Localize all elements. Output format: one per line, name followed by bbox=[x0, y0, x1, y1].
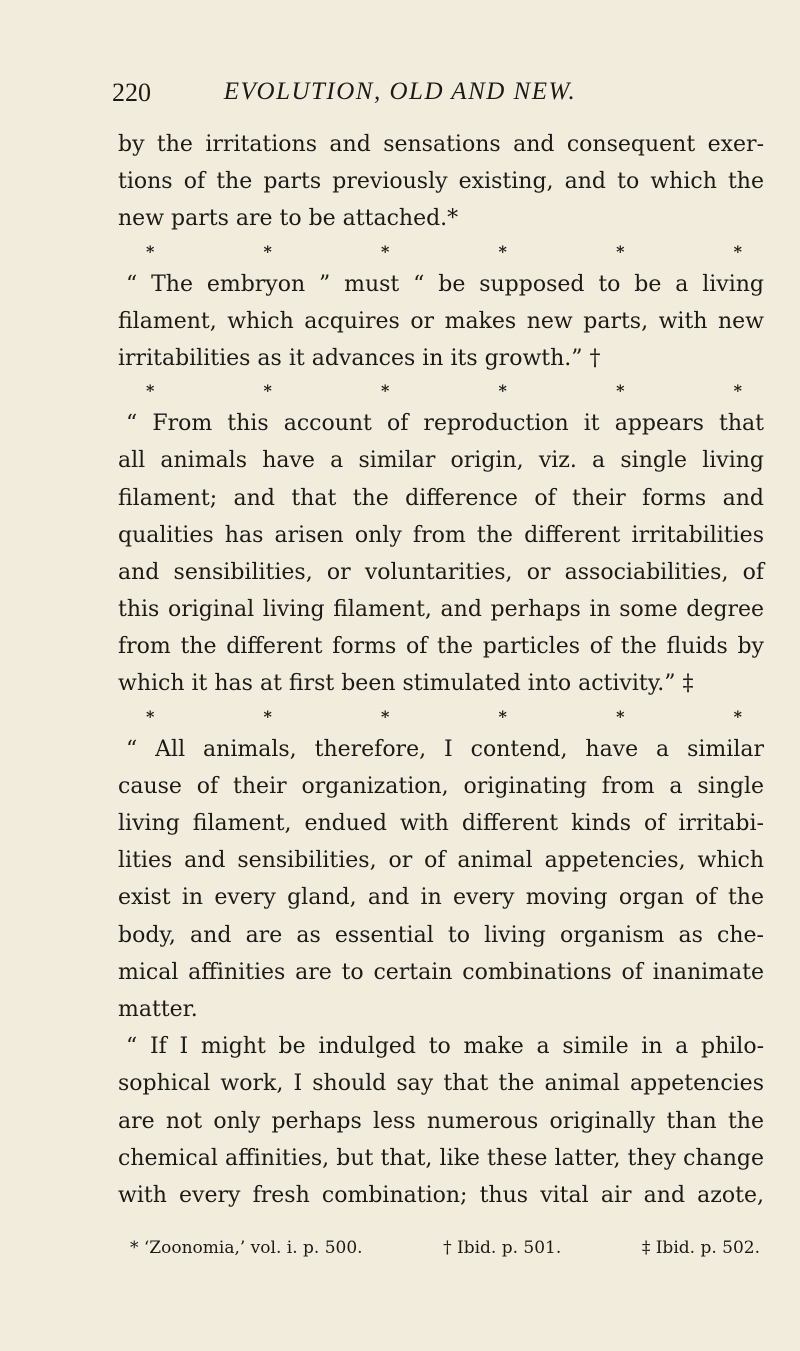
asterisk: * bbox=[263, 706, 272, 726]
text-line: this original living filament, and perhaps in some degree bbox=[118, 597, 764, 623]
text-line: cause of their organization, originating from a single bbox=[118, 773, 764, 799]
asterism-separator bbox=[118, 238, 764, 266]
text-line: matter. bbox=[118, 996, 198, 1022]
text-line: new parts are to be attached.* bbox=[118, 206, 459, 232]
body-text bbox=[118, 126, 764, 1214]
footnote: † Ibid. p. 501. bbox=[443, 1238, 562, 1258]
text-line: tions of the parts previously existing, and to which the bbox=[118, 169, 764, 195]
page-header bbox=[0, 78, 800, 112]
quotation-embryon bbox=[118, 266, 764, 378]
page-number: 220 bbox=[112, 78, 151, 107]
text-line: “ The embryon ” must “ be supposed to be a living bbox=[126, 271, 764, 297]
asterisk: * bbox=[381, 381, 390, 401]
asterisk: * bbox=[616, 381, 625, 401]
asterisk: * bbox=[498, 706, 507, 726]
asterisk: * bbox=[498, 241, 507, 261]
quotation-organization bbox=[118, 731, 764, 1029]
text-line: mical affinities are to certain combinations of inanimate bbox=[118, 959, 764, 985]
text-line: exist in every gland, and in every moving organ of the bbox=[118, 885, 764, 911]
text-line: filament; and that the difference of their forms and bbox=[118, 485, 764, 511]
text-line: by the irritations and sensations and consequent exer- bbox=[118, 132, 764, 157]
text-line: and sensibilities, or voluntarities, or associabilities, of bbox=[118, 559, 764, 585]
text-line: “ All animals, therefore, I contend, have a similar bbox=[126, 736, 764, 762]
footnote: * ‘Zoonomia,’ vol. i. p. 500. bbox=[130, 1238, 363, 1258]
asterisk: * bbox=[146, 241, 155, 261]
asterisk: * bbox=[733, 241, 742, 261]
asterisk: * bbox=[616, 241, 625, 261]
asterisk: * bbox=[733, 706, 742, 726]
text-line: from the different forms of the particles of the fluids by bbox=[118, 634, 764, 660]
asterisk: * bbox=[616, 706, 625, 726]
footnote: ‡ Ibid. p. 502. bbox=[641, 1238, 760, 1258]
asterisk: * bbox=[146, 381, 155, 401]
text-line: living filament, endued with different kinds of irritabi- bbox=[118, 811, 764, 836]
text-line: which it has at first been stimulated into activity.” ‡ bbox=[118, 671, 694, 697]
text-line: filament, which acquires or makes new parts, with new bbox=[118, 308, 764, 334]
running-title: EVOLUTION, OLD AND NEW. bbox=[223, 78, 577, 105]
text-line: “ From this account of reproduction it appears that bbox=[126, 411, 764, 437]
text-line: are not only perhaps less numerous originally than the bbox=[118, 1108, 764, 1134]
text-line: sophical work, I should say that the animal appetencies bbox=[118, 1071, 764, 1097]
asterisk: * bbox=[263, 381, 272, 401]
asterisk: * bbox=[381, 706, 390, 726]
text-line: qualities has arisen only from the different irritabilities bbox=[118, 522, 764, 548]
text-line: with every fresh combination; thus vital air and azote, bbox=[118, 1182, 764, 1208]
quotation-simile bbox=[118, 1028, 764, 1214]
text-line: all animals have a similar origin, viz. a single living bbox=[118, 448, 764, 474]
asterism-separator bbox=[118, 377, 764, 405]
paragraph-continuation bbox=[118, 126, 764, 238]
asterisk: * bbox=[263, 241, 272, 261]
asterisk: * bbox=[498, 381, 507, 401]
text-line: chemical affinities, but that, like these latter, they change bbox=[118, 1145, 764, 1171]
quotation-reproduction bbox=[118, 405, 764, 703]
asterisk: * bbox=[733, 381, 742, 401]
text-line: lities and sensibilities, or of animal appetencies, which bbox=[118, 848, 764, 874]
asterisk: * bbox=[381, 241, 390, 261]
text-line: “ If I might be indulged to make a simile in a philo- bbox=[126, 1034, 764, 1060]
text-line: body, and are as essential to living organism as che- bbox=[118, 922, 764, 948]
asterisk: * bbox=[146, 706, 155, 726]
footnotes bbox=[130, 1238, 760, 1258]
asterism-separator bbox=[118, 703, 764, 731]
text-line: irritabilities as it advances in its growth.” † bbox=[118, 345, 601, 371]
